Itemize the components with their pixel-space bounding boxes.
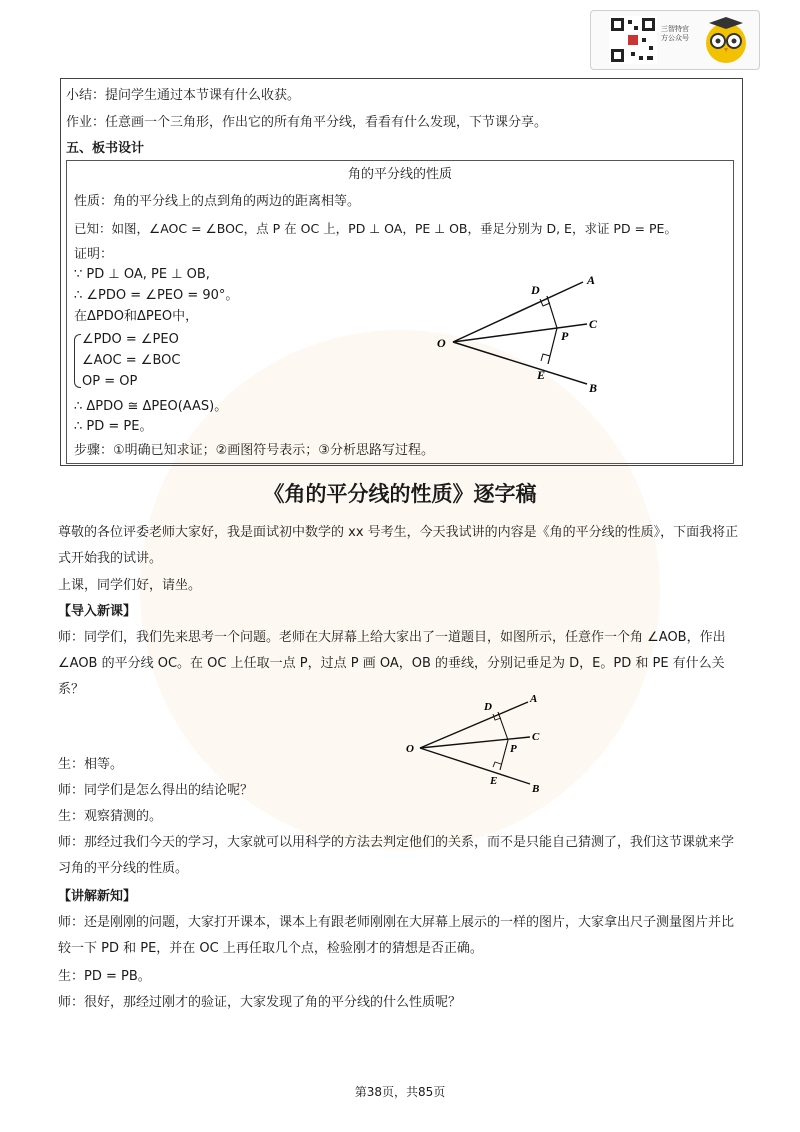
segment-pe: [548, 328, 557, 364]
qr-badge: [590, 10, 760, 70]
proof-line: ∴ PD = PE。: [74, 419, 153, 434]
point-label: B: [589, 381, 598, 395]
point-label: A: [530, 693, 538, 705]
ray-oa: [420, 702, 528, 748]
section-heading-intro: 【导入新课】: [58, 604, 137, 619]
student-paragraph: 生：观察猜测的。: [58, 809, 163, 824]
point-label: C: [589, 317, 598, 331]
given-text: 已知：如图，∠AOC = ∠BOC，点 P 在 OC 上，PD ⊥ OA，PE ⊥ OB，垂足分别为 D, E，求证 PD = PE。: [74, 221, 677, 236]
steps-text: 步骤：①明确已知求证；②画图符号表示；③分析思路写过程。: [74, 443, 434, 458]
system-line: ∠AOC = ∠BOC: [82, 353, 181, 368]
student-paragraph: 生：相等。: [58, 757, 124, 772]
angle-bisector-figure: [425, 262, 610, 402]
system-brace: [74, 334, 81, 388]
proof-line: ∴ ∠PDO = ∠PEO = 90°。: [74, 288, 239, 303]
homework-text: 作业：任意画一个三角形，作出它的所有角平分线，看看有什么发现，下节课分享。: [66, 115, 548, 130]
summary-text: 小结：提问学生通过本节课有什么收获。: [66, 88, 301, 103]
intro-paragraph: 尊敬的各位评委老师大家好，我是面试初中数学的 xx 号考生，今天我试讲的内容是《角的平分线的性质》，下面我将正式开始我的试讲。: [58, 525, 739, 566]
proof-line: 在ΔPDO和ΔPEO中，: [74, 309, 199, 324]
point-label: C: [532, 731, 540, 743]
document-title: 《角的平分线的性质》逐字稿: [263, 481, 537, 506]
system-line: ∠PDO = ∠PEO: [82, 332, 179, 347]
proof-line: ∵ PD ⊥ OA, PE ⊥ OB,: [74, 267, 210, 282]
proof-line: ∴ ΔPDO ≅ ΔPEO(AAS)。: [74, 399, 228, 414]
ray-ob: [453, 342, 587, 384]
owl-mascot-icon: [703, 15, 749, 65]
qr-caption: 三智特官方公众号: [661, 25, 689, 42]
segment-pd: [498, 712, 508, 740]
teacher-paragraph: 师：还是刚刚的问题，大家打开课本，课本上有跟老师刚刚在大屏幕上展示的一样的图片，大家拿出尺子测量图片并比较一下 PD 和 PE，并在 OC 上再任取几个点，检验刚才的猜想是否正确。: [58, 915, 735, 956]
point-label: O: [437, 336, 446, 350]
system-line: OP = OP: [82, 374, 138, 389]
point-label: E: [490, 775, 498, 787]
point-label: O: [406, 743, 414, 755]
section-heading-new: 【讲解新知】: [58, 889, 137, 904]
student-paragraph: 生：PD = PB。: [58, 969, 151, 984]
page-number: 第38页，共85页: [354, 1085, 446, 1099]
teacher-paragraph: 师：很好，那经过刚才的验证，大家发现了角的平分线的什么性质呢？: [58, 995, 462, 1010]
segment-pd: [547, 296, 557, 328]
teacher-paragraph: 师：那经过我们今天的学习，大家就可以用科学的方法去判定他们的关系，而不是只能自己猜测了，我们这节课就来学习角的平分线的性质。: [58, 835, 735, 876]
point-label: A: [587, 273, 596, 287]
point-label: P: [561, 329, 569, 343]
teacher-paragraph: 师：同学们是怎么得出的结论呢？: [58, 783, 254, 798]
point-label: E: [537, 368, 546, 382]
property-text: 性质：角的平分线上的点到角的两边的距离相等。: [74, 194, 361, 209]
board-heading: 角的平分线的性质: [347, 167, 452, 182]
point-label: D: [484, 701, 492, 713]
teacher-paragraph: 师：同学们，我们先来思考一个问题。老师在大屏幕上给大家出了一道题目，如图所示，任意作一个角 ∠AOB，作出 ∠AOB 的平分线 OC。在 OC 上任取一点 P，过点 P 画 OA，OB 的垂线，分别记垂足为 D，E。PD 和 PE 有什么关系？: [58, 630, 726, 697]
point-label: D: [531, 283, 540, 297]
proof-label: 证明：: [74, 247, 114, 262]
section-heading: 五、板书设计: [66, 141, 145, 156]
qr-code-icon: [609, 16, 657, 64]
greeting-paragraph: 上课，同学们好，请坐。: [58, 578, 202, 593]
point-label: B: [532, 783, 540, 795]
point-label: P: [510, 743, 517, 755]
